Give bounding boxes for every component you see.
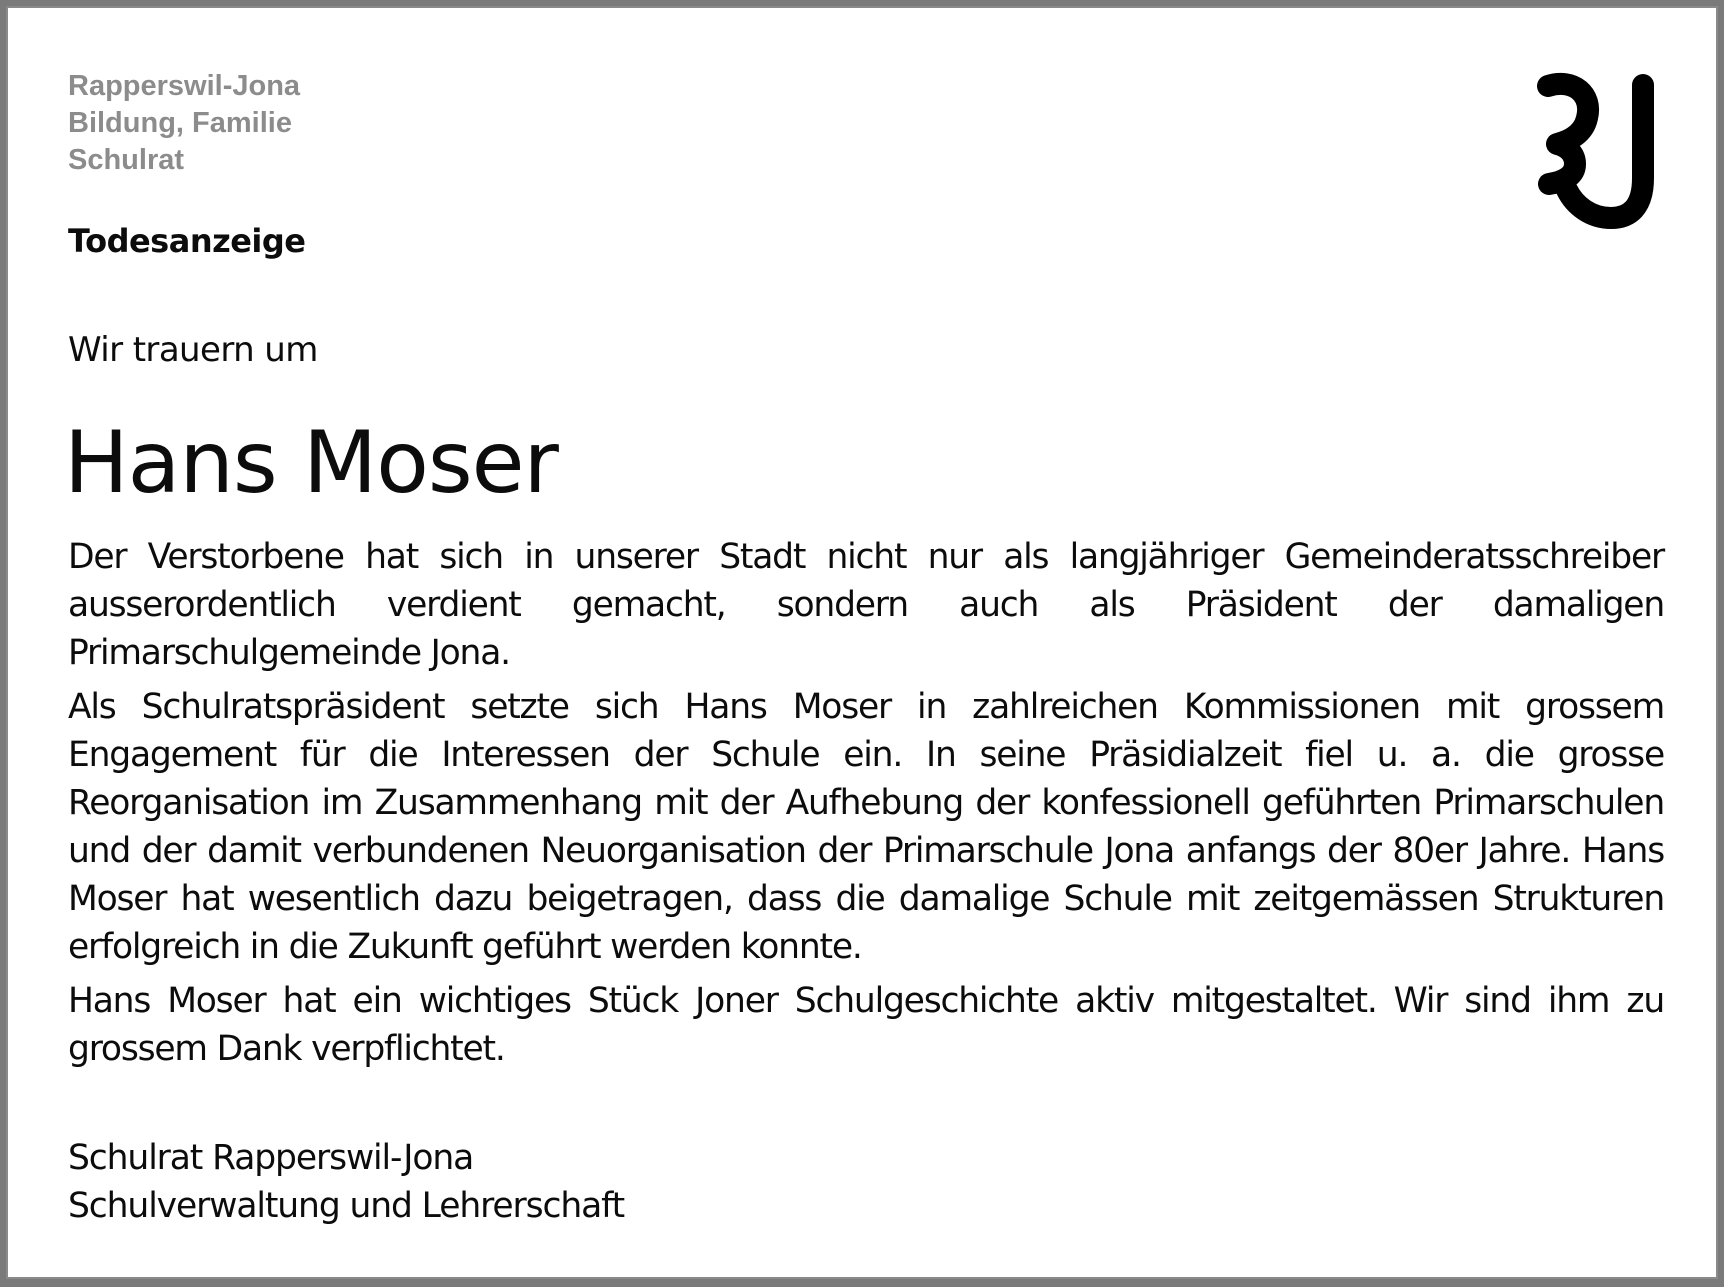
- body-paragraph: Der Verstorbene hat sich in unserer Stadt nicht nur als langjähriger Gemeinderatsschreiber ausserordentlich verdient gemacht, sondern auch als Präsident der damaligen Primarschulgemeinde Jona.: [68, 537, 1664, 673]
- signature-line: Schulverwaltung und Lehrerschaft: [68, 1186, 625, 1226]
- notice-title: Todesanzeige: [68, 222, 306, 260]
- org-line-city: Rapperswil-Jona: [68, 70, 301, 102]
- body-paragraph: Hans Moser hat ein wichtiges Stück Joner Schulgeschichte aktiv mitgestaltet. Wir sind ihm zu grossem Dank verpflichtet.: [68, 981, 1664, 1069]
- deceased-name: Hans Moser: [64, 413, 558, 513]
- notice-intro: Wir trauern um: [68, 330, 318, 370]
- obituary-notice: [6, 6, 1718, 1279]
- rj-logo-icon: [1535, 72, 1665, 230]
- body-paragraph: Als Schulratspräsident setzte sich Hans Moser in zahlreichen Kommissionen mit grossem Engagement für die Interessen der Schule ein. In seine Präsidialzeit fiel u. a. die grosse Reorganisation im Zusammenhang mit der Aufhebung der konfessionell geführten Primarschulen und der damit verbundenen Neuorganisation der Primarschule Jona anfangs der 80er Jahre. Hans Moser hat wesentlich dazu beigetragen, dass die damalige Schule mit zeitgemässen Strukturen erfolgreich in die Zukunft geführt werden konnte.: [68, 687, 1664, 967]
- org-line-board: Schulrat: [68, 144, 185, 176]
- signature-block: [68, 1134, 624, 1230]
- signature-line: Schulrat Rapperswil-Jona: [68, 1138, 474, 1178]
- organization-header: [68, 68, 300, 179]
- org-line-department: Bildung, Familie: [68, 107, 292, 139]
- notice-body: [68, 533, 1664, 1079]
